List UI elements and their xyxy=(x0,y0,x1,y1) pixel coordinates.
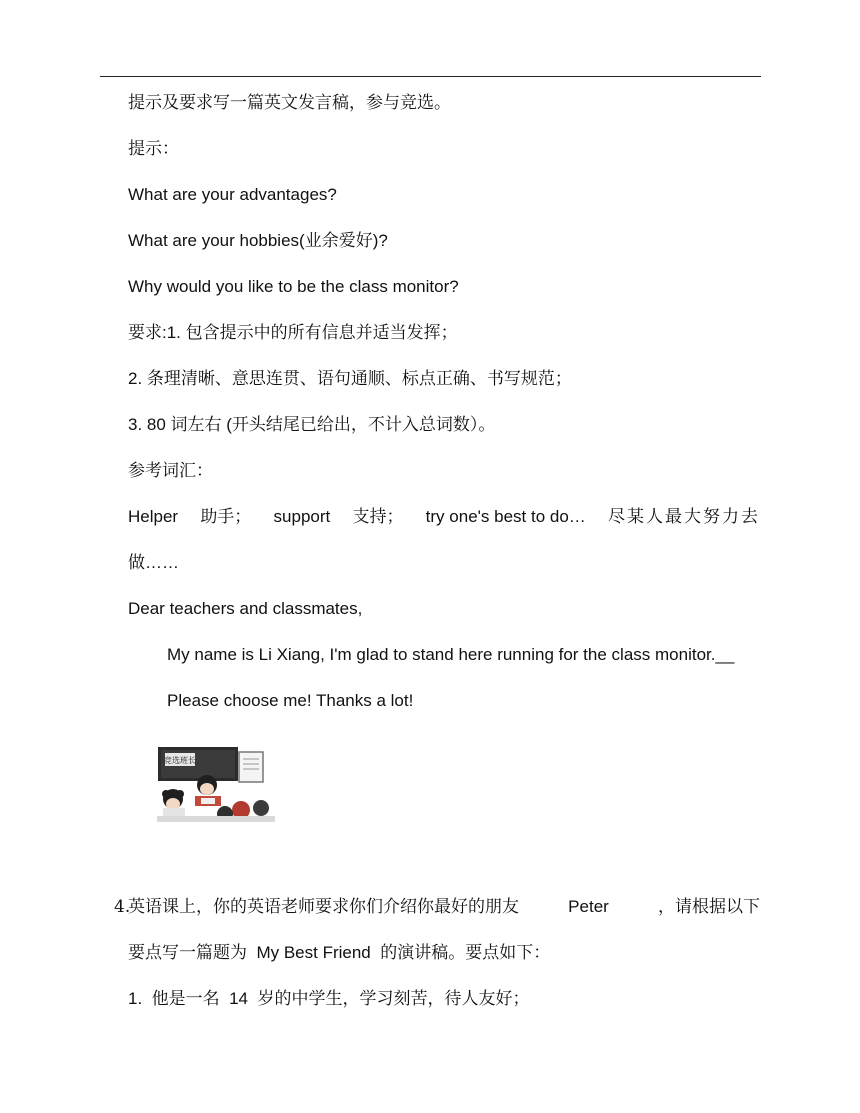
hint-heading: 提示： xyxy=(128,139,179,159)
question-number: 4. xyxy=(114,897,131,917)
greeting: Dear teachers and classmates, xyxy=(128,599,363,618)
classroom-illustration xyxy=(157,744,275,822)
question-4-line-1: 英语课上，你的英语老师要求你们介绍你最好的朋友 Peter ，请根据以下 xyxy=(128,897,760,917)
requirement-1: 要求:1. 包含提示中的所有信息并适当发挥； xyxy=(128,323,458,343)
vocab-line-cont: 做…… xyxy=(128,553,179,573)
speech-closing: Please choose me! Thanks a lot! xyxy=(167,691,414,710)
question-4-point-1: 1. 他是一名 14 岁的中学生，学习刻苦，待人友好； xyxy=(128,989,530,1009)
instruction-line: 提示及要求写一篇英文发言稿，参与竞选。 xyxy=(128,93,451,113)
requirement-3: 3. 80 词左右 (开头结尾已给出，不计入总词数）。 xyxy=(128,415,496,435)
question-4-line-2: 要点写一篇题为 My Best Friend 的演讲稿。要点如下： xyxy=(128,943,551,963)
header-rule xyxy=(100,76,761,77)
hint-question-2: What are your hobbies(业余爱好)? xyxy=(128,231,388,251)
speech-opening: My name is Li Xiang, I'm glad to stand here running for the class monitor.__ xyxy=(167,645,735,664)
vocab-line: Helper 助手； support 支持； try one's best to do… 尽某人最大努力去 xyxy=(128,507,760,527)
hint-question-1: What are your advantages? xyxy=(128,185,337,204)
board-text: 竞选班长 xyxy=(164,756,196,765)
hint-question-3: Why would you like to be the class monitor? xyxy=(128,277,459,296)
vocab-heading: 参考词汇： xyxy=(128,461,213,481)
notice-board xyxy=(239,752,263,782)
requirement-2: 2. 条理清晰、意思连贯、语句通顺、标点正确、书写规范； xyxy=(128,369,572,389)
